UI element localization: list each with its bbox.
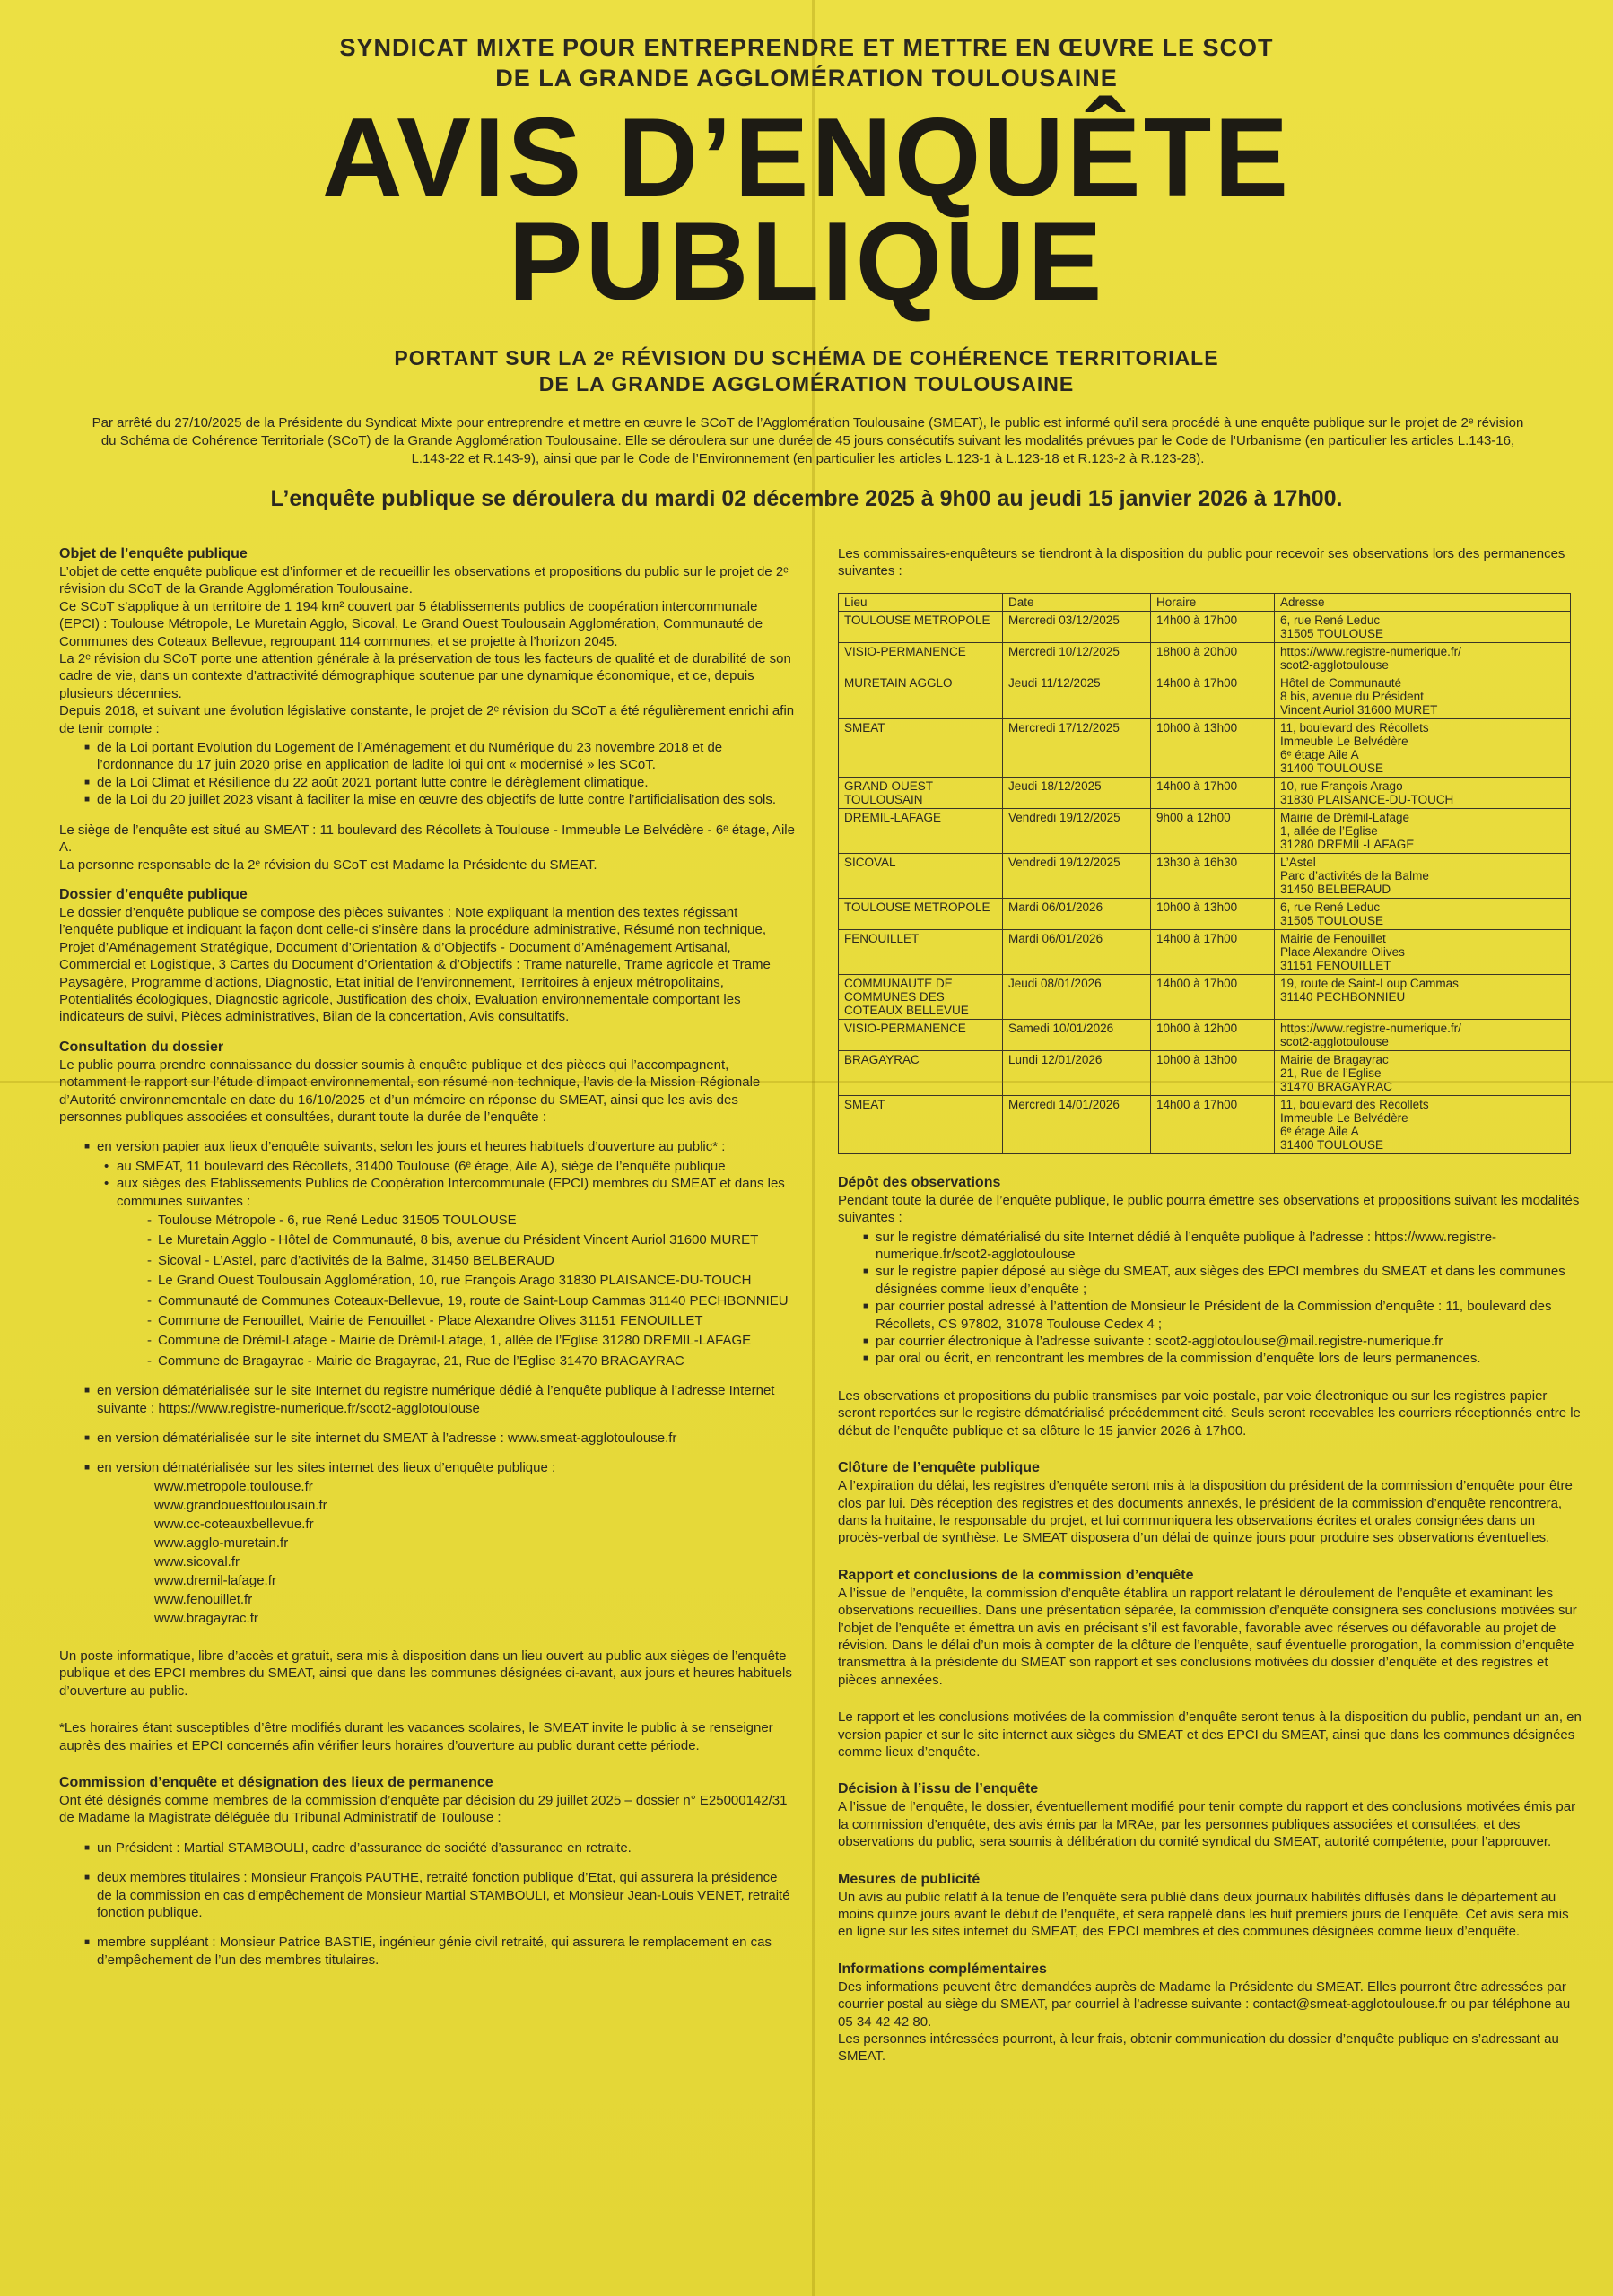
table-body	[839, 611, 1571, 1153]
list-item: ■ en version papier aux lieux d’enquête suivants, selon les jours et heures habituels d’ouverture au public* :	[84, 1138, 795, 1155]
table-row	[839, 718, 1571, 777]
cell-date: Mercredi 14/01/2026	[1003, 1095, 1151, 1153]
table-header-row	[839, 593, 1571, 611]
cell-adresse: https://www.registre-numerique.fr/ scot2-agglotoulouse	[1275, 642, 1571, 674]
cell-adresse: 11, boulevard des Récollets Immeuble Le Belvédère 6ᵉ étage Aile A 31400 TOULOUSE	[1275, 718, 1571, 777]
list-item: - Commune de Bragayrac - Mairie de Bragayrac, 21, Rue de l’Eglise 31470 BRAGAYRAC	[158, 1352, 795, 1370]
section-title: Clôture de l’enquête publique	[838, 1460, 1040, 1476]
cell-lieu: VISIO-PERMANENCE	[839, 1019, 1003, 1050]
section-dossier	[59, 886, 795, 1026]
cell-adresse: Mairie de Fenouillet Place Alexandre Olives 31151 FENOUILLET	[1275, 929, 1571, 974]
paragraph: L’objet de cette enquête publique est d’informer et de recueillir les observations et propositions du public sur le projet de 2ᵉ révision du SCoT de la Grande Agglomération Toulousaine.	[59, 564, 789, 597]
cell-date: Vendredi 19/12/2025	[1003, 853, 1151, 898]
list-item: ■ de la Loi du 20 juillet 2023 visant à faciliter la mise en œuvre des objectifs de lutte contre l’artificialisation des sols.	[84, 791, 795, 808]
table-row	[839, 898, 1571, 929]
members-list	[84, 1839, 795, 1969]
cell-horaire: 14h00 à 17h00	[1151, 929, 1275, 974]
section-publicite	[838, 1871, 1582, 1941]
cell-adresse: 6, rue René Leduc 31505 TOULOUSE	[1275, 898, 1571, 929]
paper-list	[84, 1138, 795, 1155]
section-commission	[59, 1774, 795, 1969]
website-link[interactable]: www.cc-coteauxbellevue.fr	[154, 1516, 314, 1532]
cell-date: Jeudi 08/01/2026	[1003, 974, 1151, 1019]
organization-header	[0, 32, 1613, 93]
list-item: ■ en version dématérialisée sur le site Internet du registre numérique dédié à l’enquête publique à l’adresse Internet suivante : https://www.registre-numerique.fr/scot2-agglotoulouse	[84, 1382, 795, 1417]
paragraph: Un avis au public relatif à la tenue de l’enquête sera publié dans deux journaux habilités diffusés dans le département au moins quinze jours avant le début de l’enquête, et sera rappelé dans les huit premiers jours de l’enquête. Cet avis sera mis en ligne sur les sites internet du SMEAT, des EPCI membres et des communes désignées comme lieux d’enquête.	[838, 1889, 1569, 1940]
website-link[interactable]: www.fenouillet.fr	[154, 1591, 253, 1607]
paragraph: Les observations et propositions du public transmises par voie postale, par voie électronique ou sur les registres papier seront reportées sur le registre dématérialisé précédemment cité. Seuls seront recevables les courriers réceptionnés entre le début de l’enquête publique et sa clôture le 15 janvier 2026 à 17h00.	[838, 1387, 1581, 1439]
paragraph: *Les horaires étant susceptibles d’être modifiés durant les vacances scolaires, le SMEAT invite le public à se renseigner auprès des mairies et EPCI concernés afin vérifier leurs horaires d’ouverture au public durant cette période.	[59, 1720, 773, 1753]
list-item: ■ en version dématérialisée sur le site internet du SMEAT à l’adresse : www.smeat-agglotoulouse.fr	[84, 1430, 795, 1447]
title-line-2: PUBLIQUE	[508, 200, 1105, 324]
table-row	[839, 808, 1571, 853]
cell-horaire: 14h00 à 17h00	[1151, 611, 1275, 642]
table-row	[839, 929, 1571, 974]
cell-lieu: COMMUNAUTE DE COMMUNES DES COTEAUX BELLEVUE	[839, 974, 1003, 1019]
right-column	[838, 545, 1582, 2066]
paragraph: Le rapport et les conclusions motivées de la commission d’enquête seront tenus à la disposition du public, pendant un an, en version papier et sur le site internet aux sièges du SMEAT et des EPCI du SMEAT, ainsi que dans les communes désignées comme lieux d’enquête.	[838, 1709, 1582, 1760]
table-row	[839, 853, 1571, 898]
places-list	[158, 1212, 795, 1370]
cell-date: Vendredi 19/12/2025	[1003, 808, 1151, 853]
cell-lieu: FENOUILLET	[839, 929, 1003, 974]
cell-adresse: Hôtel de Communauté 8 bis, avenue du Président Vincent Auriol 31600 MURET	[1275, 674, 1571, 718]
cell-date: Mercredi 17/12/2025	[1003, 718, 1151, 777]
paragraph: A l’expiration du délai, les registres d’enquête seront mis à la disposition du président de la commission d’enquête pour être clos par lui. Dès réception des registres et des documents annexés, le président de la commission d’enquête rencontrera, dans la huitaine, le responsable du projet, et lui communiquera les observations écrites et orales consignées dans un procès-verbal de synthèse. Le SMEAT disposera d’un délai de quinze jours pour produire ses observations éventuelles.	[838, 1478, 1573, 1546]
list-item: ■ de la Loi Climat et Résilience du 22 août 2021 portant lutte contre le dérèglement climatique.	[84, 774, 795, 791]
title-line-1: AVIS D’ENQUÊTE	[321, 96, 1292, 220]
cell-lieu: BRAGAYRAC	[839, 1050, 1003, 1095]
table-row	[839, 674, 1571, 718]
cell-horaire: 14h00 à 17h00	[1151, 777, 1275, 808]
cell-lieu: TOULOUSE METROPOLE	[839, 898, 1003, 929]
subtitle	[0, 345, 1613, 397]
online-list	[84, 1382, 795, 1477]
section-rapport	[838, 1567, 1582, 1761]
section-title: Dossier d’enquête publique	[59, 886, 248, 902]
paragraph: La personne responsable de la 2ᵉ révision du SCoT est Madame la Présidente du SMEAT.	[59, 857, 597, 873]
subtitle-line-2: DE LA GRANDE AGGLOMÉRATION TOULOUSAINE	[538, 372, 1075, 396]
section-decision	[838, 1780, 1582, 1850]
list-item: - Toulouse Métropole - 6, rue René Leduc 31505 TOULOUSE	[158, 1212, 795, 1229]
section-title: Objet de l’enquête publique	[59, 546, 248, 561]
cell-horaire: 10h00 à 13h00	[1151, 898, 1275, 929]
cell-horaire: 9h00 à 12h00	[1151, 808, 1275, 853]
paragraph: Ce SCoT s’applique à un territoire de 1 194 km² couvert par 5 établissements publics de coopération intercommunale (EPCI) : Toulouse Métropole, Le Muretain Agglo, Sicoval, Le Grand Ouest Toulousain Agglomération, Communauté de Communes des Coteaux Bellevue, regroupant 114 communes, et se projette à l’horizon 2045.	[59, 598, 763, 649]
cell-horaire: 18h00 à 20h00	[1151, 642, 1275, 674]
list-item: ■ par courrier postal adressé à l’attention de Monsieur le Président de la Commission d’enquête : 11, boulevard des Récollets, CS 97802, 31078 Toulouse Cedex 4 ;	[863, 1298, 1582, 1333]
paragraph: Le public pourra prendre connaissance du dossier soumis à enquête publique et des pièces qui l’accompagnent, notamment le rapport sur l’étude d’impact environnemental, son résumé non technique, l’avis de la Mission Régionale d’Autorité environnementale en date du 16/10/2025 et d’un mémoire en réponse du SMEAT, ainsi que les avis des personnes publiques associées et consultées, durant toute la durée de l’enquête :	[59, 1057, 761, 1125]
cell-lieu: MURETAIN AGGLO	[839, 674, 1003, 718]
table-row	[839, 1050, 1571, 1095]
paragraph: Un poste informatique, libre d’accès et gratuit, sera mis à disposition dans un lieu ouvert au public aux sièges de l’enquête publique et des EPCI membres du SMEAT, ainsi que dans les communes désignées ci-avant, aux jours et heures habituels d’ouverture au public.	[59, 1648, 792, 1699]
cell-adresse: 10, rue François Arago 31830 PLAISANCE-DU-TOUCH	[1275, 777, 1571, 808]
section-infos	[838, 1961, 1582, 2066]
org-line-2: DE LA GRANDE AGGLOMÉRATION TOULOUSAINE	[495, 65, 1118, 91]
list-item: - Commune de Fenouillet, Mairie de Fenouillet - Place Alexandre Olives 31151 FENOUILLET	[158, 1312, 795, 1329]
paragraph: La 2ᵉ révision du SCoT porte une attention générale à la préservation de tous les facteurs de qualité et de durabilité de son cadre de vie, dans un contexte d’attractivité démographique soutenue par une dynamique économique, et ce, depuis plusieurs décennies.	[59, 651, 791, 701]
cell-lieu: GRAND OUEST TOULOUSAIN	[839, 777, 1003, 808]
table-row	[839, 611, 1571, 642]
paragraph: Des informations peuvent être demandées auprès de Madame la Présidente du SMEAT. Elles pourront être adressées par courrier postal au siège du SMEAT, par courriel à l’adresse suivante : contact@smeat-agglotoulouse.fr ou par téléphone au 05 34 42 42 80.	[838, 1979, 1571, 2030]
cell-adresse: https://www.registre-numerique.fr/ scot2-agglotoulouse	[1275, 1019, 1571, 1050]
permanences-table	[838, 593, 1571, 1154]
list-item: ■ en version dématérialisée sur les sites internet des lieux d’enquête publique :	[84, 1459, 795, 1476]
list-item: ■ deux membres titulaires : Monsieur François PAUTHE, retraité fonction publique d’Etat, qui assurera la présidence de la commission en cas d’empêchement de Monsieur Martial STAMBOULI, et Monsieur Jean-Louis VENET, retraité fonction publique.	[84, 1869, 795, 1921]
cell-lieu: SMEAT	[839, 718, 1003, 777]
list-item: - Le Grand Ouest Toulousain Agglomération, 10, rue François Arago 31830 PLAISANCE-DU-TOUCH	[158, 1272, 795, 1289]
list-item: • aux sièges des Etablissements Publics de Coopération Intercommunale (EPCI) membres du SMEAT et dans les communes suivantes :	[104, 1175, 795, 1210]
cell-lieu: SICOVAL	[839, 853, 1003, 898]
section-cloture	[838, 1459, 1582, 1547]
cell-horaire: 10h00 à 12h00	[1151, 1019, 1275, 1050]
subtitle-line-1: PORTANT SUR LA 2ᵉ RÉVISION DU SCHÉMA DE COHÉRENCE TERRITORIALE	[394, 346, 1219, 370]
paragraph: Pendant toute la durée de l’enquête publique, le public pourra émettre ses observations et propositions suivant les modalités suivantes :	[838, 1192, 1580, 1226]
cell-horaire: 10h00 à 13h00	[1151, 1050, 1275, 1095]
cell-lieu: TOULOUSE METROPOLE	[839, 611, 1003, 642]
list-item: ■ sur le registre papier déposé au siège du SMEAT, aux sièges des EPCI membres du SMEAT et dans les communes désignées comme lieux d’enquête ;	[863, 1263, 1582, 1298]
cell-date: Lundi 12/01/2026	[1003, 1050, 1151, 1095]
website-link[interactable]: www.grandouesttoulousain.fr	[154, 1497, 327, 1513]
paragraph: Les personnes intéressées pourront, à leur frais, obtenir communication du dossier d’enquête publique en s’adressant au SMEAT.	[838, 2031, 1559, 2065]
intro-paragraph: Par arrêté du 27/10/2025 de la Présidente du Syndicat Mixte pour entreprendre et mettre en œuvre le SCoT de l’Agglomération Toulousaine (SMEAT), le public est informé qu’il sera procédé à une enquête publique sur le projet de 2ᵉ révision du Schéma de Cohérence Territoriale (SCoT) de la Grande Agglomération Toulousaine. Elle se déroulera sur une durée de 45 jours consécutifs suivant les modalités prévues par le Code de l’Urbanisme (en particulier les articles L.143-16, L.143-22 et R.143-9), ainsi que par le Code de l’Environnement (en particulier les articles L.123-1 à L.123-18 et R.123-2 à R.123-28).	[92, 415, 1524, 466]
cell-horaire: 13h30 à 16h30	[1151, 853, 1275, 898]
table-row	[839, 1095, 1571, 1153]
list-item: ■ par courrier électronique à l’adresse suivante : scot2-agglotoulouse@mail.registre-numerique.fr	[863, 1333, 1582, 1350]
list-item: - Sicoval - L’Astel, parc d’activités de la Balme, 31450 BELBERAUD	[158, 1252, 795, 1269]
paragraph: Ont été désignés comme membres de la commission d’enquête par décision du 29 juillet 2025 – dossier n° E25000142/31 de Madame la Magistrate déléguée du Tribunal Administratif de Toulouse :	[59, 1792, 788, 1826]
cell-date: Mardi 06/01/2026	[1003, 898, 1151, 929]
enquiry-dates: L’enquête publique se déroulera du mardi 02 décembre 2025 à 9h00 au jeudi 15 janvier 2026 à 17h00.	[270, 486, 1343, 511]
cell-date: Mercredi 03/12/2025	[1003, 611, 1151, 642]
column-header: Lieu	[839, 593, 1003, 611]
section-title: Décision à l’issu de l’enquête	[838, 1781, 1039, 1797]
section-title: Dépôt des observations	[838, 1174, 1001, 1190]
website-link[interactable]: www.metropole.toulouse.fr	[154, 1478, 313, 1494]
cell-lieu: VISIO-PERMANENCE	[839, 642, 1003, 674]
cell-date: Jeudi 18/12/2025	[1003, 777, 1151, 808]
column-header: Adresse	[1275, 593, 1571, 611]
cell-date: Mercredi 10/12/2025	[1003, 642, 1151, 674]
cell-adresse: 19, route de Saint-Loup Cammas 31140 PECHBONNIEU	[1275, 974, 1571, 1019]
paper-sub-list	[104, 1158, 795, 1210]
paragraph: Les commissaires-enquêteurs se tiendront à la disposition du public pour recevoir ses observations lors des permanences suivantes :	[838, 546, 1565, 579]
depot-list	[863, 1229, 1582, 1368]
list-item: • au SMEAT, 11 boulevard des Récollets, 31400 Toulouse (6ᵉ étage, Aile A), siège de l’enquête publique	[104, 1158, 795, 1175]
website-link[interactable]: www.dremil-lafage.fr	[154, 1572, 276, 1588]
paragraph: Le siège de l’enquête est situé au SMEAT : 11 boulevard des Récollets à Toulouse - Immeuble Le Belvédère - 6ᵉ étage, Aile A.	[59, 822, 795, 856]
cell-date: Samedi 10/01/2026	[1003, 1019, 1151, 1050]
section-title: Informations complémentaires	[838, 1961, 1047, 1977]
table-row	[839, 974, 1571, 1019]
list-item: ■ un Président : Martial STAMBOULI, cadre d’assurance de société d’assurance en retraite.	[84, 1839, 795, 1857]
cell-adresse: L’Astel Parc d’activités de la Balme 31450 BELBERAUD	[1275, 853, 1571, 898]
websites-list	[154, 1477, 795, 1628]
cell-adresse: 6, rue René Leduc 31505 TOULOUSE	[1275, 611, 1571, 642]
website-link[interactable]: www.agglo-muretain.fr	[154, 1535, 289, 1551]
cell-horaire: 14h00 à 17h00	[1151, 674, 1275, 718]
table-row	[839, 777, 1571, 808]
list-item: ■ de la Loi portant Evolution du Logement de l’Aménagement et du Numérique du 23 novembre 2018 et de l’ordonnance du 17 juin 2020 prise en application de ladite loi qui ont « modernisé » les SCoT.	[84, 739, 795, 774]
list-item: - Le Muretain Agglo - Hôtel de Communauté, 8 bis, avenue du Président Vincent Auriol 31600 MURET	[158, 1231, 795, 1248]
table-row	[839, 1019, 1571, 1050]
section-consultation	[59, 1039, 795, 1754]
main-title	[0, 96, 1613, 324]
list-item: ■ membre suppléant : Monsieur Patrice BASTIE, ingénieur génie civil retraité, qui assurera le remplacement en cas d’empêchement de l’un des membres titulaires.	[84, 1934, 795, 1969]
cell-horaire: 10h00 à 13h00	[1151, 718, 1275, 777]
section-title: Consultation du dossier	[59, 1039, 224, 1055]
cell-date: Jeudi 11/12/2025	[1003, 674, 1151, 718]
website-link[interactable]: www.bragayrac.fr	[154, 1610, 258, 1626]
list-item: - Communauté de Communes Coteaux-Bellevue, 19, route de Saint-Loup Cammas 31140 PECHBONNIEU	[158, 1292, 795, 1309]
website-link[interactable]: www.sicoval.fr	[154, 1553, 240, 1570]
paragraph: Le dossier d’enquête publique se compose des pièces suivantes : Note expliquant la mention des textes régissant l’enquête publique et indiquant la façon dont celle-ci s’insère dans la procédure administrative, Résumé non technique, Projet d’Aménagement Stratégique, Document d’Orientation & d’Objectifs - Document d’Aménagement Artisanal, Commercial et Logistique, 3 Cartes du Document d’Orientation & d’Objectifs : Trame naturelle, Trame agricole et Trame Paysagère, Programme d’actions, Diagnostic, Etat initial de l’environnement, Territoires à enjeux métropolitains, Potentialités écologiques, Diagnostic agricole, Justification des choix, Evaluation environnementale comportant les indicateurs de suivi, Pièces administratives, Bilan de la concertation, Avis consultatifs.	[59, 904, 771, 1025]
cell-horaire: 14h00 à 17h00	[1151, 1095, 1275, 1153]
cell-adresse: 11, boulevard des Récollets Immeuble Le Belvédère 6ᵉ étage Aile A 31400 TOULOUSE	[1275, 1095, 1571, 1153]
paragraph: Depuis 2018, et suivant une évolution législative constante, le projet de 2ᵉ révision du SCoT a été régulièrement enrichi afin de tenir compte :	[59, 703, 795, 736]
section-objet	[59, 545, 795, 874]
cell-date: Mardi 06/01/2026	[1003, 929, 1151, 974]
list-item: - Commune de Drémil-Lafage - Mairie de Drémil-Lafage, 1, allée de l’Eglise 31280 DREMIL-LAFAGE	[158, 1332, 795, 1349]
cell-lieu: SMEAT	[839, 1095, 1003, 1153]
left-column	[59, 545, 795, 1969]
section-title: Commission d’enquête et désignation des lieux de permanence	[59, 1774, 493, 1790]
cell-lieu: DREMIL-LAFAGE	[839, 808, 1003, 853]
cell-adresse: Mairie de Bragayrac 21, Rue de l’Eglise 31470 BRAGAYRAC	[1275, 1050, 1571, 1095]
laws-list	[84, 739, 795, 809]
list-item: ■ sur le registre dématérialisé du site Internet dédié à l’enquête publique à l’adresse : https://www.registre-numerique.fr/scot2-agglotoulouse	[863, 1229, 1582, 1264]
paragraph: A l’issue de l’enquête, le dossier, éventuellement modifié pour tenir compte du rapport et des conclusions motivées émis par la commission d’enquête, des avis émis par la MRAe, par les personnes publiques associées et consultées, et des observations du public, sera soumis à délibération du comité syndical du SMEAT, autorité compétente, pour l’approuver.	[838, 1799, 1576, 1850]
section-depot	[838, 1174, 1582, 1439]
list-item: ■ par oral ou écrit, en rencontrant les membres de la commission d’enquête lors de leurs permanences.	[863, 1350, 1582, 1367]
table-row	[839, 642, 1571, 674]
section-title: Mesures de publicité	[838, 1871, 981, 1887]
cell-adresse: Mairie de Drémil-Lafage 1, allée de l’Eglise 31280 DREMIL-LAFAGE	[1275, 808, 1571, 853]
cell-horaire: 14h00 à 17h00	[1151, 974, 1275, 1019]
paragraph: A l’issue de l’enquête, la commission d’enquête établira un rapport relatant le déroulement de l’enquête et examinant les observations recueillies. Dans une présentation séparée, la commission d’enquête consignera ses conclusions motivées sur l’objet de l’enquête et émettra un avis en précisant s’il est favorable, favorable avec réserves ou défavorable au projet de révision. Dans le délai d’un mois à compter de la clôture de l’enquête, sauf éventuelle prorogation, la commission d’enquête transmettra à la présidente du SMEAT son rapport et ses conclusions motivées du dossier d’enquête et des registres et pièces annexées.	[838, 1585, 1577, 1688]
section-title: Rapport et conclusions de la commission d’enquête	[838, 1567, 1194, 1583]
org-line-1: SYNDICAT MIXTE POUR ENTREPRENDRE ET METTRE EN ŒUVRE LE SCOT	[339, 34, 1274, 61]
column-header: Date	[1003, 593, 1151, 611]
column-header: Horaire	[1151, 593, 1275, 611]
